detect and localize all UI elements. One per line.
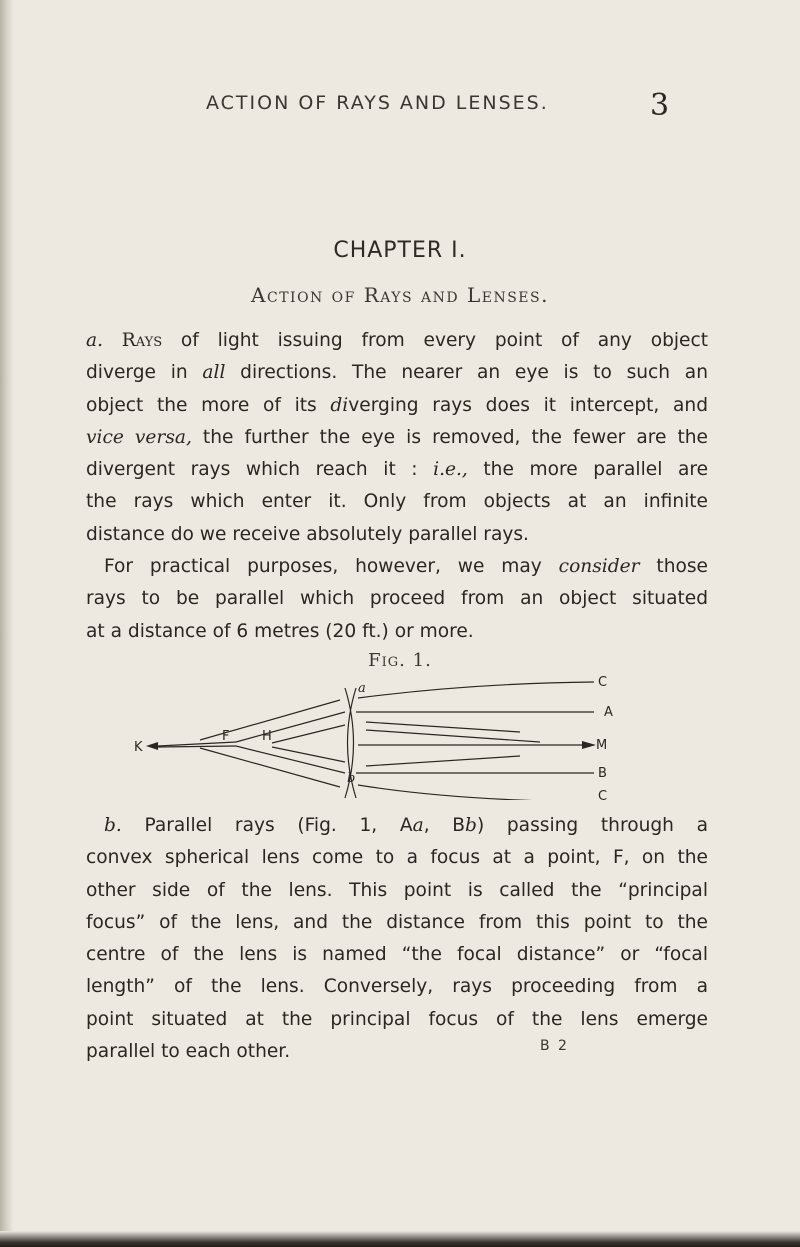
italic-word: vice versa, [86,426,192,448]
text-span: , B [423,815,466,836]
ray-guide [366,722,520,732]
refracted-ray [236,712,345,742]
text-span: ) passing through a [476,815,709,836]
running-head [0,86,800,126]
paragraph-label: a. [86,330,103,351]
running-head-title: ACTION OF RAYS AND LENSES. [206,92,549,114]
text-span: the further the eye is removed, the fewer are the [191,426,708,448]
text-line [86,390,708,422]
italic-word: i.e., [433,459,468,481]
label-k: K [134,740,143,755]
page-number: 3 [650,88,670,123]
text-line: the rays which enter it. Only from objects at an infinite [86,491,708,513]
text-line [86,454,708,486]
italic-word: a [412,815,424,836]
italic-word: consider [558,556,640,577]
text-line [86,810,708,842]
signature-mark: B 2 [540,1038,569,1054]
paragraph-b [86,810,708,1068]
text-line: at a distance of 6 metres (20 ft.) or more. [86,620,474,642]
text-line [86,357,708,389]
ray-c-top [358,682,594,698]
label-h: H [262,729,272,744]
arrow-k-icon [146,742,158,750]
text-line: distance do we receive absolutely parallel rays. [86,523,529,545]
text-line: rays to be parallel which proceed from an object situated [86,588,708,610]
text-line [86,551,708,583]
arrow-m-icon [582,741,596,749]
paragraph-label: b. [104,815,122,836]
text-line: length” of the lens. Conversely, rays proceeding from a [86,976,708,998]
text-span: divergent rays which reach it : [86,459,434,481]
text-span: of light issuing from every point of any object [162,330,708,351]
italic-word: b [465,815,477,836]
label-a-lower: a [358,681,366,696]
page-edge [0,1231,800,1247]
page-edge [0,0,14,1247]
text-span: the more parallel are [467,459,709,481]
ray-to-k [158,746,236,747]
text-line [86,422,708,454]
refracted-ray [236,746,345,773]
lens-ray-diagram [0,670,800,800]
text-span: For practical purposes, however, we may [104,556,559,577]
text-line: convex spherical lens come to a focus at a point, F, on the [86,847,708,869]
refracted-ray [272,725,345,743]
label-c-top: C [598,675,608,690]
text-line: parallel to each other. [86,1041,291,1063]
label-m: M [596,738,608,753]
label-a: A [604,705,613,720]
label-f: F [222,729,230,744]
text-line: centre of the lens is named “the focal distance” or “focal [86,944,708,966]
text-span: directions. The nearer an eye is to such an [225,362,708,384]
label-b-lower: b [347,771,356,786]
italic-word: di [330,394,349,416]
text-line: point situated at the principal focus of the lens emerge [86,1008,708,1030]
paragraph-practical [86,551,708,648]
text-line [86,325,708,357]
label-c-bottom: C [598,789,608,800]
ray-c-bottom [358,785,594,800]
chapter-title: CHAPTER I. [333,238,467,263]
text-line: other side of the lens. This point is called the “principal [86,879,708,901]
text-span: verging rays does it intercept, and [348,394,708,416]
refracted-ray [272,747,345,762]
section-heading: Action of Rays and Lenses. [251,283,549,307]
text-span: those [639,556,708,577]
text-span: diverge in [86,362,203,384]
text-line: focus” of the lens, and the distance from this point to the [86,911,708,933]
smallcaps-word: Rays [121,330,163,351]
italic-word: all [202,362,226,384]
text-span: object the more of its [86,394,331,416]
figure-title: Fig. 1. [368,650,432,671]
label-b: B [598,766,607,781]
ray-guide [366,756,520,766]
paragraph-a [86,325,708,551]
text-span: Parallel rays (Fig. 1, A [121,815,413,836]
